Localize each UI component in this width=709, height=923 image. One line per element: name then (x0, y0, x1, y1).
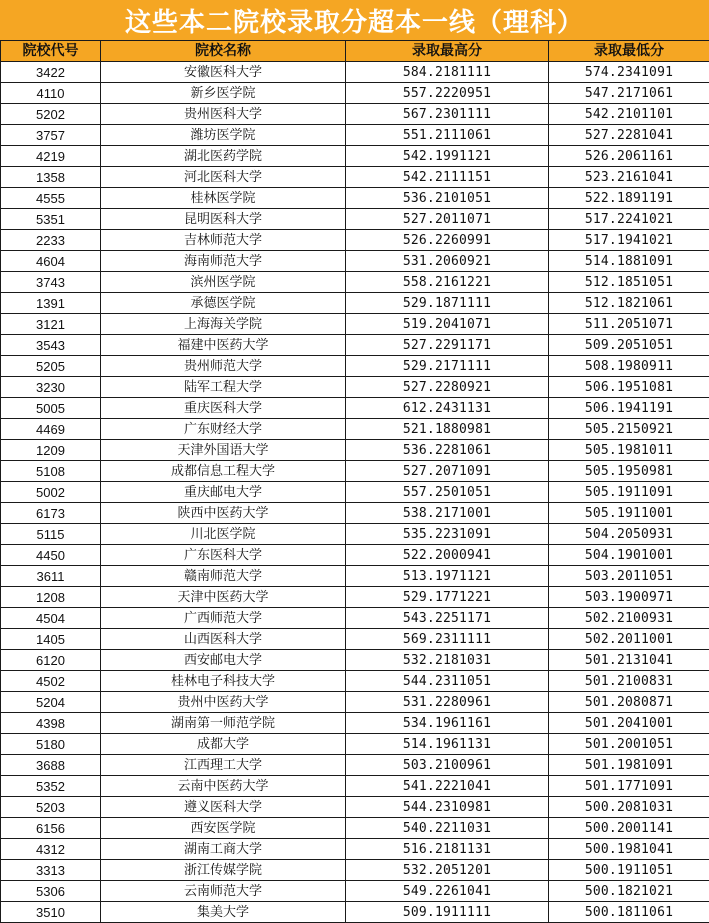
column-header-min-score: 录取最低分 (549, 41, 709, 62)
school-code-cell: 4219 (1, 146, 101, 167)
table-body (1, 62, 709, 923)
max-score-cell: 541.2221041 (346, 776, 549, 797)
school-code-cell: 4398 (1, 713, 101, 734)
school-code-cell: 5203 (1, 797, 101, 818)
school-code-cell: 5351 (1, 209, 101, 230)
school-code-cell: 6173 (1, 503, 101, 524)
max-score-cell: 535.2231091 (346, 524, 549, 545)
max-score-cell: 526.2260991 (346, 230, 549, 251)
school-name-cell: 桂林医学院 (101, 188, 346, 209)
min-score-cell: 503.2011051 (549, 566, 709, 587)
min-score-cell: 500.1981041 (549, 839, 709, 860)
min-score-cell: 505.1950981 (549, 461, 709, 482)
table-row (1, 713, 709, 734)
min-score-cell: 501.2001051 (549, 734, 709, 755)
school-code-cell: 4110 (1, 83, 101, 104)
table-row (1, 356, 709, 377)
max-score-cell: 514.1961131 (346, 734, 549, 755)
school-code-cell: 5005 (1, 398, 101, 419)
table-row (1, 398, 709, 419)
school-code-cell: 3422 (1, 62, 101, 83)
school-code-cell: 5202 (1, 104, 101, 125)
school-code-cell: 5108 (1, 461, 101, 482)
table-row (1, 377, 709, 398)
school-code-cell: 5204 (1, 692, 101, 713)
school-name-cell: 云南中医药大学 (101, 776, 346, 797)
max-score-cell: 531.2280961 (346, 692, 549, 713)
page-title: 这些本二院校录取分超本一线（理科） (124, 7, 584, 38)
table-row (1, 587, 709, 608)
school-name-cell: 重庆医科大学 (101, 398, 346, 419)
table-row (1, 608, 709, 629)
min-score-cell: 505.1911001 (549, 503, 709, 524)
table-row (1, 545, 709, 566)
school-code-cell: 5352 (1, 776, 101, 797)
max-score-cell: 529.2171111 (346, 356, 549, 377)
table-row (1, 146, 709, 167)
table-row (1, 230, 709, 251)
school-name-cell: 河北医科大学 (101, 167, 346, 188)
max-score-cell: 531.2060921 (346, 251, 549, 272)
table-row (1, 671, 709, 692)
max-score-cell: 542.2111151 (346, 167, 549, 188)
max-score-cell: 569.2311111 (346, 629, 549, 650)
column-header-code: 院校代号 (1, 41, 101, 62)
school-name-cell: 贵州师范大学 (101, 356, 346, 377)
school-name-cell: 成都信息工程大学 (101, 461, 346, 482)
min-score-cell: 505.1981011 (549, 440, 709, 461)
max-score-cell: 543.2251171 (346, 608, 549, 629)
table-row (1, 251, 709, 272)
table-header-row (1, 41, 709, 62)
admission-score-table (0, 40, 709, 923)
school-name-cell: 西安医学院 (101, 818, 346, 839)
table-row (1, 818, 709, 839)
min-score-cell: 501.1771091 (549, 776, 709, 797)
table-row (1, 314, 709, 335)
school-name-cell: 遵义医科大学 (101, 797, 346, 818)
max-score-cell: 529.1871111 (346, 293, 549, 314)
table-row (1, 293, 709, 314)
max-score-cell: 509.1911111 (346, 902, 549, 923)
school-name-cell: 贵州中医药大学 (101, 692, 346, 713)
max-score-cell: 527.2011071 (346, 209, 549, 230)
min-score-cell: 517.2241021 (549, 209, 709, 230)
school-name-cell: 滨州医学院 (101, 272, 346, 293)
max-score-cell: 532.2051201 (346, 860, 549, 881)
school-name-cell: 陆军工程大学 (101, 377, 346, 398)
max-score-cell: 513.1971121 (346, 566, 549, 587)
table-row (1, 650, 709, 671)
max-score-cell: 544.2311051 (346, 671, 549, 692)
min-score-cell: 500.2001141 (549, 818, 709, 839)
min-score-cell: 501.2041001 (549, 713, 709, 734)
max-score-cell: 536.2101051 (346, 188, 549, 209)
school-code-cell: 1208 (1, 587, 101, 608)
school-code-cell: 3121 (1, 314, 101, 335)
min-score-cell: 542.2101101 (549, 104, 709, 125)
min-score-cell: 526.2061161 (549, 146, 709, 167)
school-code-cell: 4504 (1, 608, 101, 629)
school-name-cell: 潍坊医学院 (101, 125, 346, 146)
school-name-cell: 昆明医科大学 (101, 209, 346, 230)
table-row (1, 902, 709, 923)
school-code-cell: 5180 (1, 734, 101, 755)
min-score-cell: 501.1981091 (549, 755, 709, 776)
school-name-cell: 新乡医学院 (101, 83, 346, 104)
school-code-cell: 5115 (1, 524, 101, 545)
school-name-cell: 西安邮电大学 (101, 650, 346, 671)
min-score-cell: 504.1901001 (549, 545, 709, 566)
school-code-cell: 3543 (1, 335, 101, 356)
min-score-cell: 501.2080871 (549, 692, 709, 713)
table-row (1, 755, 709, 776)
school-name-cell: 江西理工大学 (101, 755, 346, 776)
max-score-cell: 516.2181131 (346, 839, 549, 860)
school-name-cell: 广西师范大学 (101, 608, 346, 629)
max-score-cell: 544.2310981 (346, 797, 549, 818)
school-name-cell: 赣南师范大学 (101, 566, 346, 587)
table-row (1, 167, 709, 188)
school-code-cell: 3510 (1, 902, 101, 923)
column-header-name: 院校名称 (101, 41, 346, 62)
school-code-cell: 5205 (1, 356, 101, 377)
max-score-cell: 529.1771221 (346, 587, 549, 608)
max-score-cell: 527.2071091 (346, 461, 549, 482)
table-row (1, 503, 709, 524)
min-score-cell: 523.2161041 (549, 167, 709, 188)
max-score-cell: 522.2000941 (346, 545, 549, 566)
table-row (1, 566, 709, 587)
table-row (1, 83, 709, 104)
min-score-cell: 505.1911091 (549, 482, 709, 503)
max-score-cell: 519.2041071 (346, 314, 549, 335)
table-row (1, 734, 709, 755)
min-score-cell: 508.1980911 (549, 356, 709, 377)
min-score-cell: 512.1851051 (549, 272, 709, 293)
school-name-cell: 云南师范大学 (101, 881, 346, 902)
min-score-cell: 506.1941191 (549, 398, 709, 419)
min-score-cell: 527.2281041 (549, 125, 709, 146)
min-score-cell: 504.2050931 (549, 524, 709, 545)
school-name-cell: 广东医科大学 (101, 545, 346, 566)
max-score-cell: 538.2171001 (346, 503, 549, 524)
max-score-cell: 536.2281061 (346, 440, 549, 461)
school-name-cell: 天津外国语大学 (101, 440, 346, 461)
min-score-cell: 512.1821061 (549, 293, 709, 314)
min-score-cell: 505.2150921 (549, 419, 709, 440)
min-score-cell: 502.2011001 (549, 629, 709, 650)
min-score-cell: 501.2131041 (549, 650, 709, 671)
min-score-cell: 501.2100831 (549, 671, 709, 692)
max-score-cell: 532.2181031 (346, 650, 549, 671)
table-row (1, 125, 709, 146)
school-name-cell: 成都大学 (101, 734, 346, 755)
school-code-cell: 4555 (1, 188, 101, 209)
table-row (1, 188, 709, 209)
school-code-cell: 5002 (1, 482, 101, 503)
max-score-cell: 534.1961161 (346, 713, 549, 734)
school-code-cell: 4450 (1, 545, 101, 566)
school-code-cell: 6156 (1, 818, 101, 839)
school-name-cell: 桂林电子科技大学 (101, 671, 346, 692)
max-score-cell: 567.2301111 (346, 104, 549, 125)
min-score-cell: 500.1911051 (549, 860, 709, 881)
table-row (1, 524, 709, 545)
table-row (1, 440, 709, 461)
table-row (1, 62, 709, 83)
school-name-cell: 安徽医科大学 (101, 62, 346, 83)
school-name-cell: 湖南工商大学 (101, 839, 346, 860)
max-score-cell: 612.2431131 (346, 398, 549, 419)
school-code-cell: 4312 (1, 839, 101, 860)
school-name-cell: 吉林师范大学 (101, 230, 346, 251)
school-code-cell: 1391 (1, 293, 101, 314)
min-score-cell: 522.1891191 (549, 188, 709, 209)
max-score-cell: 584.2181111 (346, 62, 549, 83)
school-name-cell: 湖北医药学院 (101, 146, 346, 167)
table-row (1, 692, 709, 713)
table-row (1, 461, 709, 482)
school-code-cell: 5306 (1, 881, 101, 902)
school-code-cell: 3611 (1, 566, 101, 587)
max-score-cell: 527.2291171 (346, 335, 549, 356)
max-score-cell: 558.2161221 (346, 272, 549, 293)
max-score-cell: 542.1991121 (346, 146, 549, 167)
table-row (1, 797, 709, 818)
school-code-cell: 4502 (1, 671, 101, 692)
school-code-cell: 3230 (1, 377, 101, 398)
school-name-cell: 承德医学院 (101, 293, 346, 314)
max-score-cell: 527.2280921 (346, 377, 549, 398)
school-name-cell: 海南师范大学 (101, 251, 346, 272)
title-banner (0, 0, 709, 40)
min-score-cell: 502.2100931 (549, 608, 709, 629)
min-score-cell: 547.2171061 (549, 83, 709, 104)
table-row (1, 776, 709, 797)
school-name-cell: 浙江传媒学院 (101, 860, 346, 881)
min-score-cell: 500.2081031 (549, 797, 709, 818)
min-score-cell: 574.2341091 (549, 62, 709, 83)
max-score-cell: 557.2220951 (346, 83, 549, 104)
max-score-cell: 521.1880981 (346, 419, 549, 440)
min-score-cell: 509.2051051 (549, 335, 709, 356)
table-row (1, 839, 709, 860)
max-score-cell: 551.2111061 (346, 125, 549, 146)
table-row (1, 881, 709, 902)
table-row (1, 104, 709, 125)
school-code-cell: 3688 (1, 755, 101, 776)
table-row (1, 419, 709, 440)
school-code-cell: 6120 (1, 650, 101, 671)
school-name-cell: 福建中医药大学 (101, 335, 346, 356)
school-name-cell: 湖南第一师范学院 (101, 713, 346, 734)
school-name-cell: 广东财经大学 (101, 419, 346, 440)
min-score-cell: 506.1951081 (549, 377, 709, 398)
school-code-cell: 4604 (1, 251, 101, 272)
school-code-cell: 1358 (1, 167, 101, 188)
column-header-max-score: 录取最高分 (346, 41, 549, 62)
min-score-cell: 503.1900971 (549, 587, 709, 608)
min-score-cell: 514.1881091 (549, 251, 709, 272)
max-score-cell: 540.2211031 (346, 818, 549, 839)
table-row (1, 209, 709, 230)
school-name-cell: 集美大学 (101, 902, 346, 923)
school-name-cell: 陕西中医药大学 (101, 503, 346, 524)
table-row (1, 272, 709, 293)
min-score-cell: 500.1821021 (549, 881, 709, 902)
min-score-cell: 500.1811061 (549, 902, 709, 923)
school-name-cell: 上海海关学院 (101, 314, 346, 335)
min-score-cell: 517.1941021 (549, 230, 709, 251)
school-code-cell: 3313 (1, 860, 101, 881)
max-score-cell: 503.2100961 (346, 755, 549, 776)
max-score-cell: 549.2261041 (346, 881, 549, 902)
table-row (1, 482, 709, 503)
school-name-cell: 川北医学院 (101, 524, 346, 545)
school-code-cell: 4469 (1, 419, 101, 440)
school-name-cell: 天津中医药大学 (101, 587, 346, 608)
table-row (1, 335, 709, 356)
school-code-cell: 1209 (1, 440, 101, 461)
table-row (1, 860, 709, 881)
school-name-cell: 贵州医科大学 (101, 104, 346, 125)
max-score-cell: 557.2501051 (346, 482, 549, 503)
school-code-cell: 1405 (1, 629, 101, 650)
school-code-cell: 2233 (1, 230, 101, 251)
table-row (1, 629, 709, 650)
min-score-cell: 511.2051071 (549, 314, 709, 335)
school-name-cell: 重庆邮电大学 (101, 482, 346, 503)
school-code-cell: 3757 (1, 125, 101, 146)
school-code-cell: 3743 (1, 272, 101, 293)
school-name-cell: 山西医科大学 (101, 629, 346, 650)
